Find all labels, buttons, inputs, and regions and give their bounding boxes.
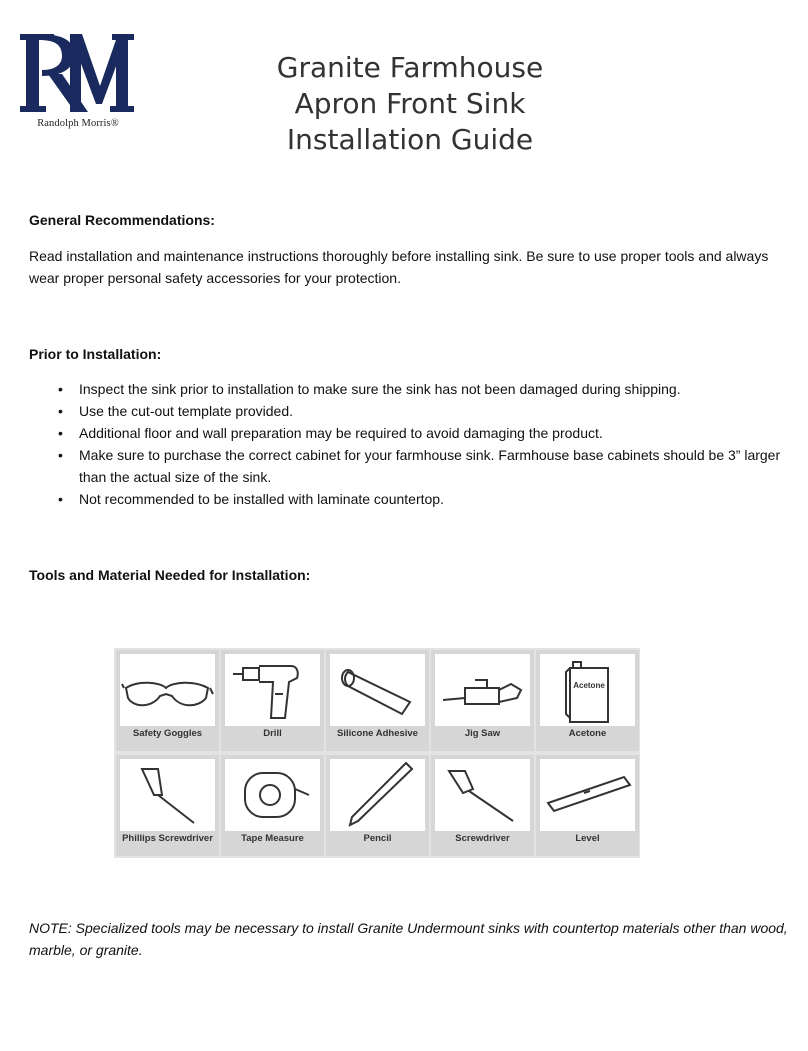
note-text: NOTE: Specialized tools may be necessary to install Granite Undermount sinks with countertop materials other than wood, marble, or granite. xyxy=(29,920,788,958)
acetone-can-icon xyxy=(540,654,635,726)
drill-icon xyxy=(225,654,320,726)
list-item: • Not recommended to be installed with laminate countertop. xyxy=(29,488,799,510)
list-item: • Make sure to purchase the correct cabinet for your farmhouse sink. Farmhouse base cabinets should be 3” larger than the actual size of the sink. xyxy=(29,444,799,488)
tool-label: Screwdriver xyxy=(455,833,510,844)
rm-monogram-icon xyxy=(18,24,136,124)
tool-label: Drill xyxy=(263,728,282,739)
screwdriver-icon xyxy=(435,759,530,831)
tool-card xyxy=(326,650,429,751)
jig-saw-icon xyxy=(435,654,530,726)
tool-label: Tape Measure xyxy=(241,833,304,844)
tool-label: Phillips Screwdriver xyxy=(122,833,213,844)
acetone-can-text: Acetone xyxy=(573,681,605,690)
title-line: Apron Front Sink xyxy=(294,87,526,120)
brand-name: Randolph Morris® xyxy=(37,118,119,129)
prior-heading: Prior to Installation: xyxy=(29,346,162,362)
list-item: • Additional floor and wall preparation may be required to avoid damaging the product. xyxy=(29,422,799,444)
tape-measure-icon xyxy=(225,759,320,831)
pencil-icon xyxy=(330,759,425,831)
tool-card xyxy=(431,755,534,856)
tool-card xyxy=(536,755,639,856)
tool-label: Jig Saw xyxy=(464,728,501,739)
tool-card xyxy=(116,650,219,751)
safety-goggles-icon xyxy=(120,654,215,726)
tool-card xyxy=(326,755,429,856)
title-line: Granite Farmhouse xyxy=(276,51,544,84)
title-line: Installation Guide xyxy=(286,123,534,156)
list-item: • Use the cut-out template provided. xyxy=(29,400,799,422)
tool-card xyxy=(221,755,324,856)
page-title xyxy=(230,50,590,158)
tool-card xyxy=(536,650,639,751)
tool-label: Silicone Adhesive xyxy=(337,728,418,739)
tool-label: Level xyxy=(575,833,600,844)
tool-label: Acetone xyxy=(568,728,607,739)
tool-card xyxy=(431,650,534,751)
general-text: Read installation and maintenance instructions thoroughly before installing sink. Be sure to use proper tools and always wear proper personal safety accessories for your protection. xyxy=(29,248,769,286)
list-item: • Inspect the sink prior to installation to make sure the sink has not been damaged during shipping. xyxy=(29,378,799,400)
tool-card xyxy=(116,755,219,856)
phillips-screwdriver-icon xyxy=(120,759,215,831)
tool-label: Safety Goggles xyxy=(132,728,203,739)
tools-heading: Tools and Material Needed for Installation: xyxy=(29,567,311,583)
silicone-adhesive-icon xyxy=(330,654,425,726)
level-icon xyxy=(540,759,635,831)
tool-label: Pencil xyxy=(363,833,392,844)
tools-grid xyxy=(114,648,640,858)
prior-list xyxy=(29,378,799,510)
general-heading: General Recommendations: xyxy=(29,212,215,228)
tool-card xyxy=(221,650,324,751)
